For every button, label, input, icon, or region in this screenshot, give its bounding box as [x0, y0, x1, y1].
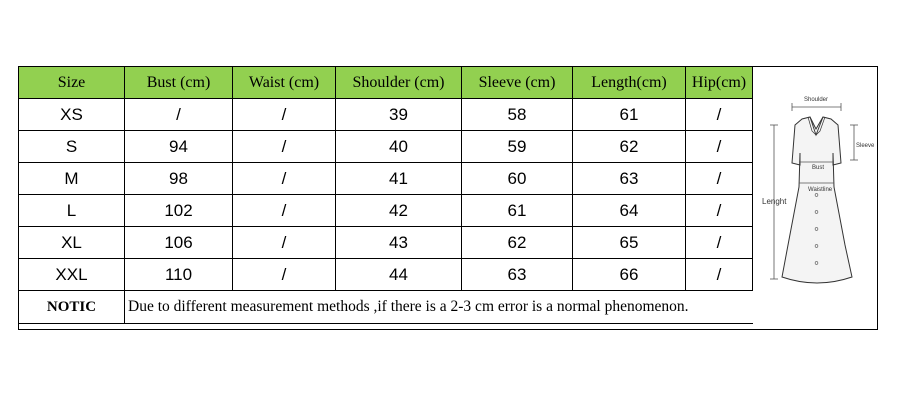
cell-waist: /	[233, 131, 336, 163]
header-bust: Bust (cm)	[125, 67, 233, 99]
cell-waist: /	[233, 227, 336, 259]
cell-shoulder: 43	[336, 227, 462, 259]
cell-length: 63	[573, 163, 686, 195]
dress-measurement-diagram	[752, 67, 877, 296]
cell-sleeve: 61	[462, 195, 573, 227]
size-chart-table	[18, 66, 753, 324]
cell-waist: /	[233, 99, 336, 131]
table-row	[19, 259, 753, 291]
dress-icon	[752, 67, 877, 296]
cell-bust: 102	[125, 195, 233, 227]
cell-waist: /	[233, 195, 336, 227]
header-shoulder: Shoulder (cm)	[336, 67, 462, 99]
cell-sleeve: 60	[462, 163, 573, 195]
cell-hip: /	[686, 163, 753, 195]
cell-size: XXL	[19, 259, 125, 291]
cell-length: 65	[573, 227, 686, 259]
cell-bust: /	[125, 99, 233, 131]
cell-size: XL	[19, 227, 125, 259]
waistline-label: Waistline	[808, 187, 833, 193]
notice-text: Due to different measurement methods ,if there is a 2-3 cm error is a normal phenomenon.	[125, 291, 753, 324]
cell-sleeve: 62	[462, 227, 573, 259]
table-header-row	[19, 67, 753, 99]
cell-bust: 94	[125, 131, 233, 163]
cell-bust: 106	[125, 227, 233, 259]
bust-label: Bust	[812, 165, 825, 171]
table-row	[19, 195, 753, 227]
cell-sleeve: 58	[462, 99, 573, 131]
header-length: Length(cm)	[573, 67, 686, 99]
cell-length: 61	[573, 99, 686, 131]
cell-shoulder: 41	[336, 163, 462, 195]
cell-hip: /	[686, 227, 753, 259]
cell-shoulder: 40	[336, 131, 462, 163]
length-label: Lenght	[762, 197, 787, 206]
cell-size: XS	[19, 99, 125, 131]
cell-size: S	[19, 131, 125, 163]
table-row	[19, 227, 753, 259]
cell-length: 62	[573, 131, 686, 163]
cell-hip: /	[686, 99, 753, 131]
cell-sleeve: 59	[462, 131, 573, 163]
cell-sleeve: 63	[462, 259, 573, 291]
notice-label: NOTIC	[19, 291, 125, 324]
cell-shoulder: 42	[336, 195, 462, 227]
cell-bust: 98	[125, 163, 233, 195]
cell-hip: /	[686, 195, 753, 227]
cell-length: 64	[573, 195, 686, 227]
table-row	[19, 131, 753, 163]
header-sleeve: Sleeve (cm)	[462, 67, 573, 99]
cell-waist: /	[233, 259, 336, 291]
notice-row	[19, 291, 753, 324]
cell-bust: 110	[125, 259, 233, 291]
cell-waist: /	[233, 163, 336, 195]
header-size: Size	[19, 67, 125, 99]
shoulder-label: Shoulder	[804, 97, 829, 103]
cell-size: M	[19, 163, 125, 195]
cell-shoulder: 39	[336, 99, 462, 131]
cell-size: L	[19, 195, 125, 227]
header-waist: Waist (cm)	[233, 67, 336, 99]
cell-shoulder: 44	[336, 259, 462, 291]
cell-hip: /	[686, 259, 753, 291]
cell-hip: /	[686, 131, 753, 163]
cell-length: 66	[573, 259, 686, 291]
table-row	[19, 163, 753, 195]
sleeve-label: Sleeve	[856, 143, 875, 149]
header-hip: Hip(cm)	[686, 67, 753, 99]
table-row	[19, 99, 753, 131]
